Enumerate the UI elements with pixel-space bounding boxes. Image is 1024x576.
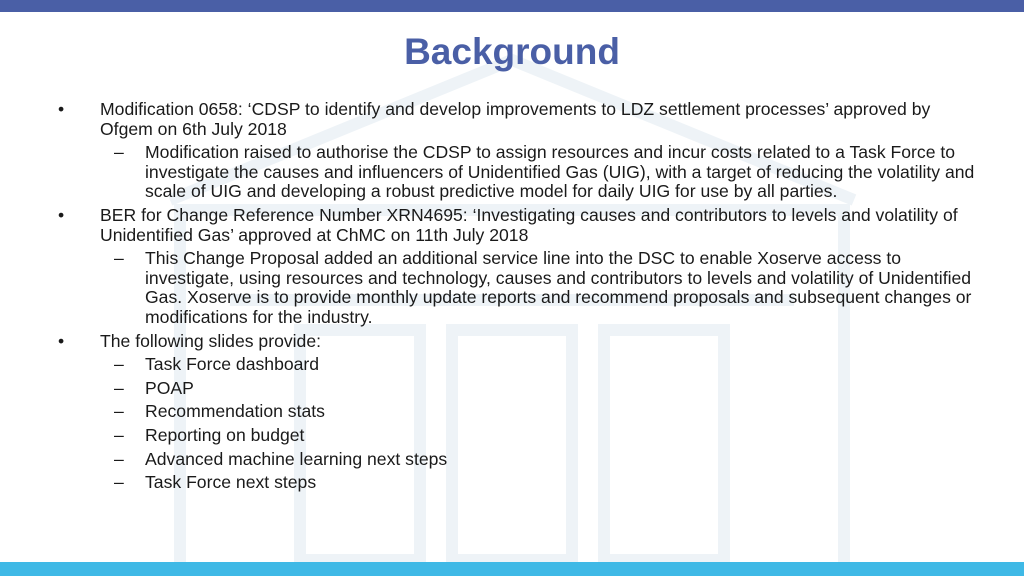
bullet-item [58,100,978,139]
bullet-text: BER for Change Reference Number XRN4695: ‘Investigating causes and contributors to levels and volatility of Unidentified Gas’ approved at ChMC on 11th July 2018 [100,204,958,245]
dash-marker: – [114,354,124,375]
sub-bullet-item [58,402,978,422]
dash-marker: – [114,142,124,163]
sub-bullet-text: Task Force next steps [145,472,317,493]
sub-bullet-text: Task Force dashboard [145,354,320,375]
dash-marker: – [114,472,124,493]
sub-bullet-text: Advanced machine learning next steps [145,448,448,469]
dash-marker: – [114,401,124,422]
sub-bullet-text: Reporting on budget [145,424,305,445]
dash-marker: – [114,424,124,445]
sub-bullet-item [58,249,978,327]
bullet-marker: • [58,204,65,225]
bottom-accent-bar [0,562,1024,576]
sub-bullet-item [58,355,978,375]
dash-marker: – [114,248,124,269]
dash-marker: – [114,377,124,398]
sub-bullet-item [58,473,978,493]
sub-bullet-text: This Change Proposal added an additional service line into the DSC to enable Xoserve access to investigate, using resources and technology, causes and contributors to levels and volatility of Unidentified Gas. Xoserve is to provide monthly update reports and recommend proposals and subsequent changes or modifications for the industry. [145,248,972,327]
sub-bullet-item [58,450,978,470]
sub-bullet-text: Recommendation stats [145,401,325,422]
dash-marker: – [114,448,124,469]
bullet-marker: • [58,99,65,119]
sub-bullet-text: Modification raised to authorise the CDSP to assign resources and incur costs related to a Task Force to investigate the causes and influencers of Unidentified Gas (UIG), with a target of reducing the volatility and scale of UIG and developing a robust predictive model for daily UIG for use by all parties. [145,142,975,202]
bullet-text: The following slides provide: [100,330,322,351]
bullet-item [58,206,978,245]
bullet-text: Modification 0658: ‘CDSP to identify and develop improvements to LDZ settlement processes’ approved by Ofgem on 6th July 2018 [100,99,931,139]
sub-bullet-item [58,143,978,202]
sub-bullet-text: POAP [145,377,194,398]
bullet-marker: • [58,330,65,351]
bullet-list [58,96,978,493]
sub-bullet-item [58,426,978,446]
slide-title: Background [404,31,620,72]
bullet-item [58,332,978,352]
sub-bullet-item [58,379,978,399]
